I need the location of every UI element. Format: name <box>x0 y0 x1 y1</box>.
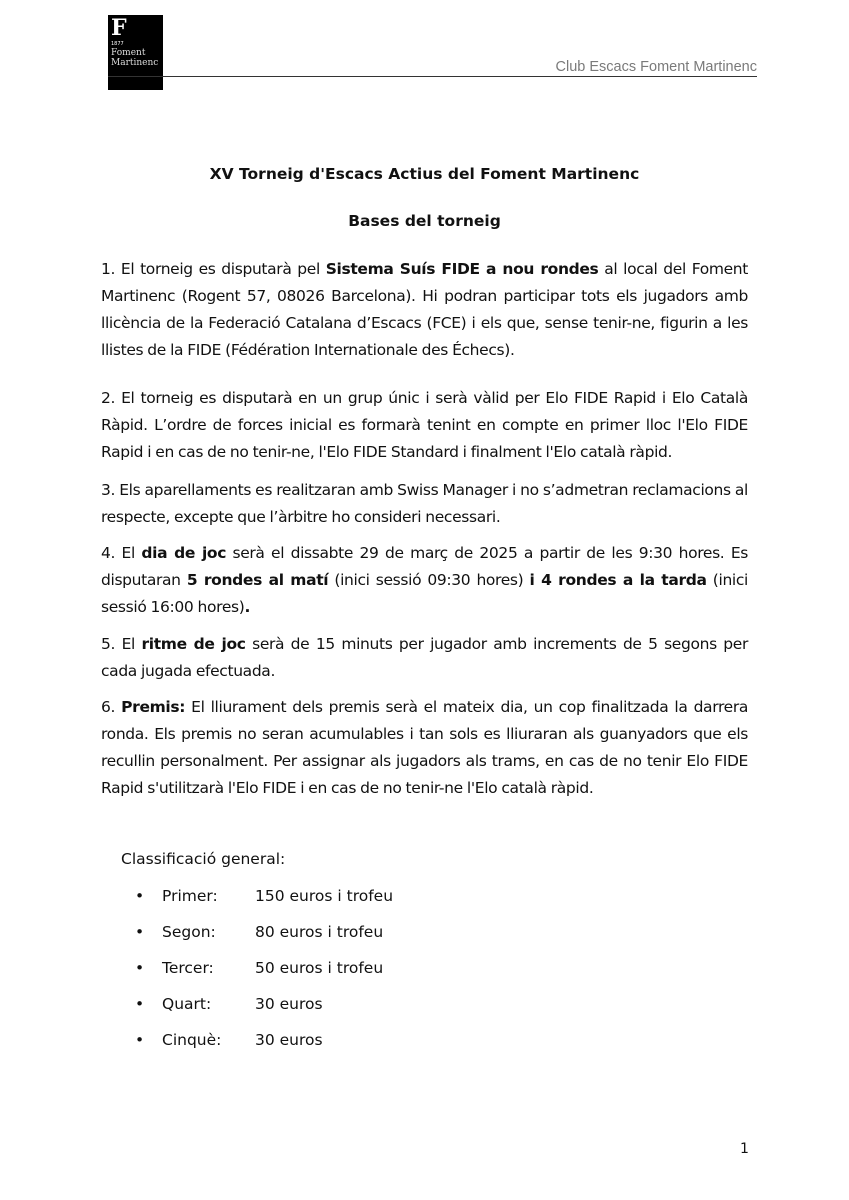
p4-bold-period: . <box>244 598 250 616</box>
bullet: • <box>135 959 145 977</box>
page-number: 1 <box>740 1141 749 1157</box>
p5-text-c: serà de 15 minuts per jugador amb increments de 5 segons per cada jugada efectuada. <box>101 635 748 680</box>
logo-letter: F <box>111 15 127 41</box>
prize-place: Primer: <box>162 887 218 905</box>
p6-text-c: El lliurament dels premis serà el mateix dia, un cop finalitzada la darrera ronda. Els premis no seran acumulables i tan sols es lliuraran als guanyadors que els recullin personalment. Per assignar als jugadors als trams, en cas de no tenir Elo FIDE Rapid s'utilitzarà l'Elo FIDE i en cas de no tenir-ne l'Elo català ràpid. <box>101 698 748 797</box>
club-name: Club Escacs Foment Martinenc <box>555 59 757 75</box>
document-title: XV Torneig d'Escacs Actius del Foment Martinenc <box>209 165 640 183</box>
paragraph-4 <box>101 540 748 621</box>
logo-name-line-1: Foment <box>111 48 146 58</box>
p5-bold-rhythm: ritme de joc <box>141 635 246 653</box>
paragraph-3: 3. Els aparellaments es realitzaran amb Swiss Manager i no s’admetran reclamacions al respecte, excepte que l’àrbitre ho consideri necessari. <box>101 481 748 526</box>
p1-bold-system: Sistema Suís FIDE a nou rondes <box>325 260 599 278</box>
paragraph-6 <box>101 694 748 802</box>
p4-bold-day: dia de joc <box>141 544 227 562</box>
prize-place: Tercer: <box>162 959 214 977</box>
document-subtitle: Bases del torneig <box>348 212 501 230</box>
p4-text-a: 4. El <box>101 544 142 562</box>
p5-text-a: 5. El <box>101 635 142 653</box>
p1-text-a: 1. El torneig es disputarà pel <box>101 260 326 278</box>
classification-label: Classificació general: <box>121 850 286 868</box>
p4-bold-afternoon: i 4 rondes a la tarda <box>529 571 707 589</box>
p4-text-c: serà el dissabte 29 de març de 2025 a partir de les 9:30 hores. Es disputaran <box>101 544 748 589</box>
p6-bold-prizes: Premis: <box>121 698 186 716</box>
bullet: • <box>135 887 145 905</box>
club-logo <box>108 15 163 90</box>
bullet: • <box>135 1031 145 1049</box>
prize-amount: 50 euros i trofeu <box>255 959 384 977</box>
header-rule <box>108 76 757 77</box>
prize-amount: 30 euros <box>255 1031 323 1049</box>
prize-place: Cinquè: <box>162 1031 222 1049</box>
logo-year: 1877 <box>111 41 124 47</box>
p4-text-g: (inici sessió 16:00 hores) <box>101 571 748 616</box>
prize-amount: 80 euros i trofeu <box>255 923 384 941</box>
bullet: • <box>135 923 145 941</box>
bullet: • <box>135 995 145 1013</box>
p6-text-a: 6. <box>101 698 122 716</box>
paragraph-5 <box>101 631 748 685</box>
prize-place: Quart: <box>162 995 212 1013</box>
prize-place: Segon: <box>162 923 216 941</box>
p4-bold-morning: 5 rondes al matí <box>186 571 329 589</box>
p1-text-c: al local del Foment Martinenc (Rogent 57, 08026 Barcelona). Hi podran participar tots els jugadors amb llicència de la Federació Catalana d’Escacs (FCE) i els que, sense tenir-ne, figurin a les llistes de la FIDE (Fédération Internationale des Échecs). <box>101 260 748 359</box>
paragraph-2: 2. El torneig es disputarà en un grup únic i serà vàlid per Elo FIDE Rapid i Elo Català Ràpid. L’ordre de forces inicial es formarà tenint en compte en primer lloc l'Elo FIDE Rapid i en cas de no tenir-ne, l'Elo FIDE Standard i finalment l'Elo català ràpid. <box>101 389 748 461</box>
prize-amount: 150 euros i trofeu <box>255 887 394 905</box>
prize-amount: 30 euros <box>255 995 323 1013</box>
logo-name-line-2: Martinenc <box>111 58 159 68</box>
p4-text-e: (inici sessió 09:30 hores) <box>328 571 530 589</box>
paragraph-1 <box>101 256 748 364</box>
